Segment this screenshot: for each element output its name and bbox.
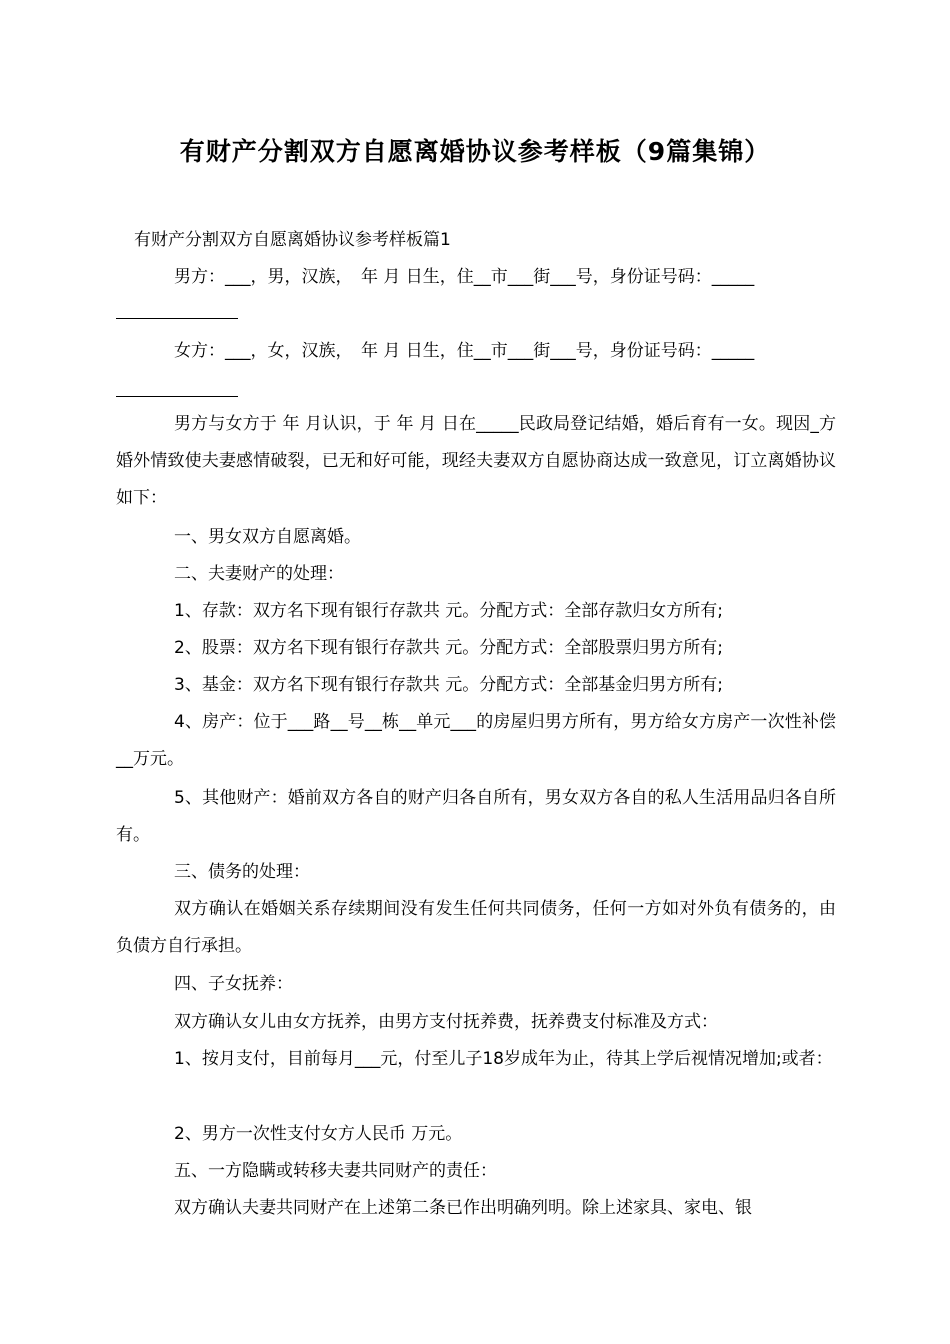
clause-4-text: 双方确认女儿由女方抚养，由男方支付抚养费，抚养费支付标准及方式： [174, 1012, 718, 1032]
clause-2-heading: 二、夫妻财产的处理： [174, 564, 344, 584]
clause-1: 一、男女双方自愿离婚。 [174, 527, 361, 547]
clause-2-item-4: 4、房产：位于___路__号__栋__单元___的房屋归男方所有，男方给女方房产一次性补偿__万元。 [116, 712, 836, 769]
clause-4-item-2: 2、男方一次性支付女方人民币 万元。 [174, 1124, 463, 1144]
clause-4-heading: 四、子女抚养： [174, 974, 293, 994]
wife-id-underline [116, 396, 238, 397]
document-title: 有财产分割双方自愿离婚协议参考样板（9篇集锦） [179, 137, 771, 166]
clause-2-item-1: 1、存款：双方名下现有银行存款共 元。分配方式：全部存款归女方所有; [174, 601, 723, 621]
husband-id-underline [116, 318, 238, 319]
husband-info-line: 男方：___，男，汉族， 年 月 日生，住__市___街___号，身份证号码：_____ [174, 267, 755, 287]
clause-3-text: 双方确认在婚姻关系存续期间没有发生任何共同债务，任何一方如对外负有债务的，由负债方自行承担。 [116, 899, 836, 956]
clause-5-heading: 五、一方隐瞒或转移夫妻共同财产的责任： [174, 1161, 497, 1181]
clause-2-item-2: 2、股票：双方名下现有银行存款共 元。分配方式：全部股票归男方所有; [174, 638, 723, 658]
clause-4-item-1: 1、按月支付，目前每月___元，付至儿子18岁成年为止，待其上学后视情况增加;或者： [174, 1049, 833, 1069]
clause-2-item-5: 5、其他财产：婚前双方各自的财产归各自所有，男女双方各自的私人生活用品归各自所有。 [116, 788, 836, 845]
clause-2-item-3: 3、基金：双方名下现有银行存款共 元。分配方式：全部基金归男方所有; [174, 675, 723, 695]
wife-info-line: 女方：___，女，汉族， 年 月 日生，住__市___街___号，身份证号码：_____ [174, 341, 755, 361]
section-subtitle: 有财产分割双方自愿离婚协议参考样板篇1 [134, 230, 451, 250]
intro-paragraph: 男方与女方于 年 月认识，于 年 月 日在_____民政局登记结婚，婚后育有一女。现因_方婚外情致使夫妻感情破裂，已无和好可能，现经夫妻双方自愿协商达成一致意见，订立离婚协议如下： [116, 414, 836, 508]
clause-5-text: 双方确认夫妻共同财产在上述第二条已作出明确列明。除上述家具、家电、银 [174, 1198, 752, 1218]
clause-3-heading: 三、债务的处理： [174, 862, 310, 882]
